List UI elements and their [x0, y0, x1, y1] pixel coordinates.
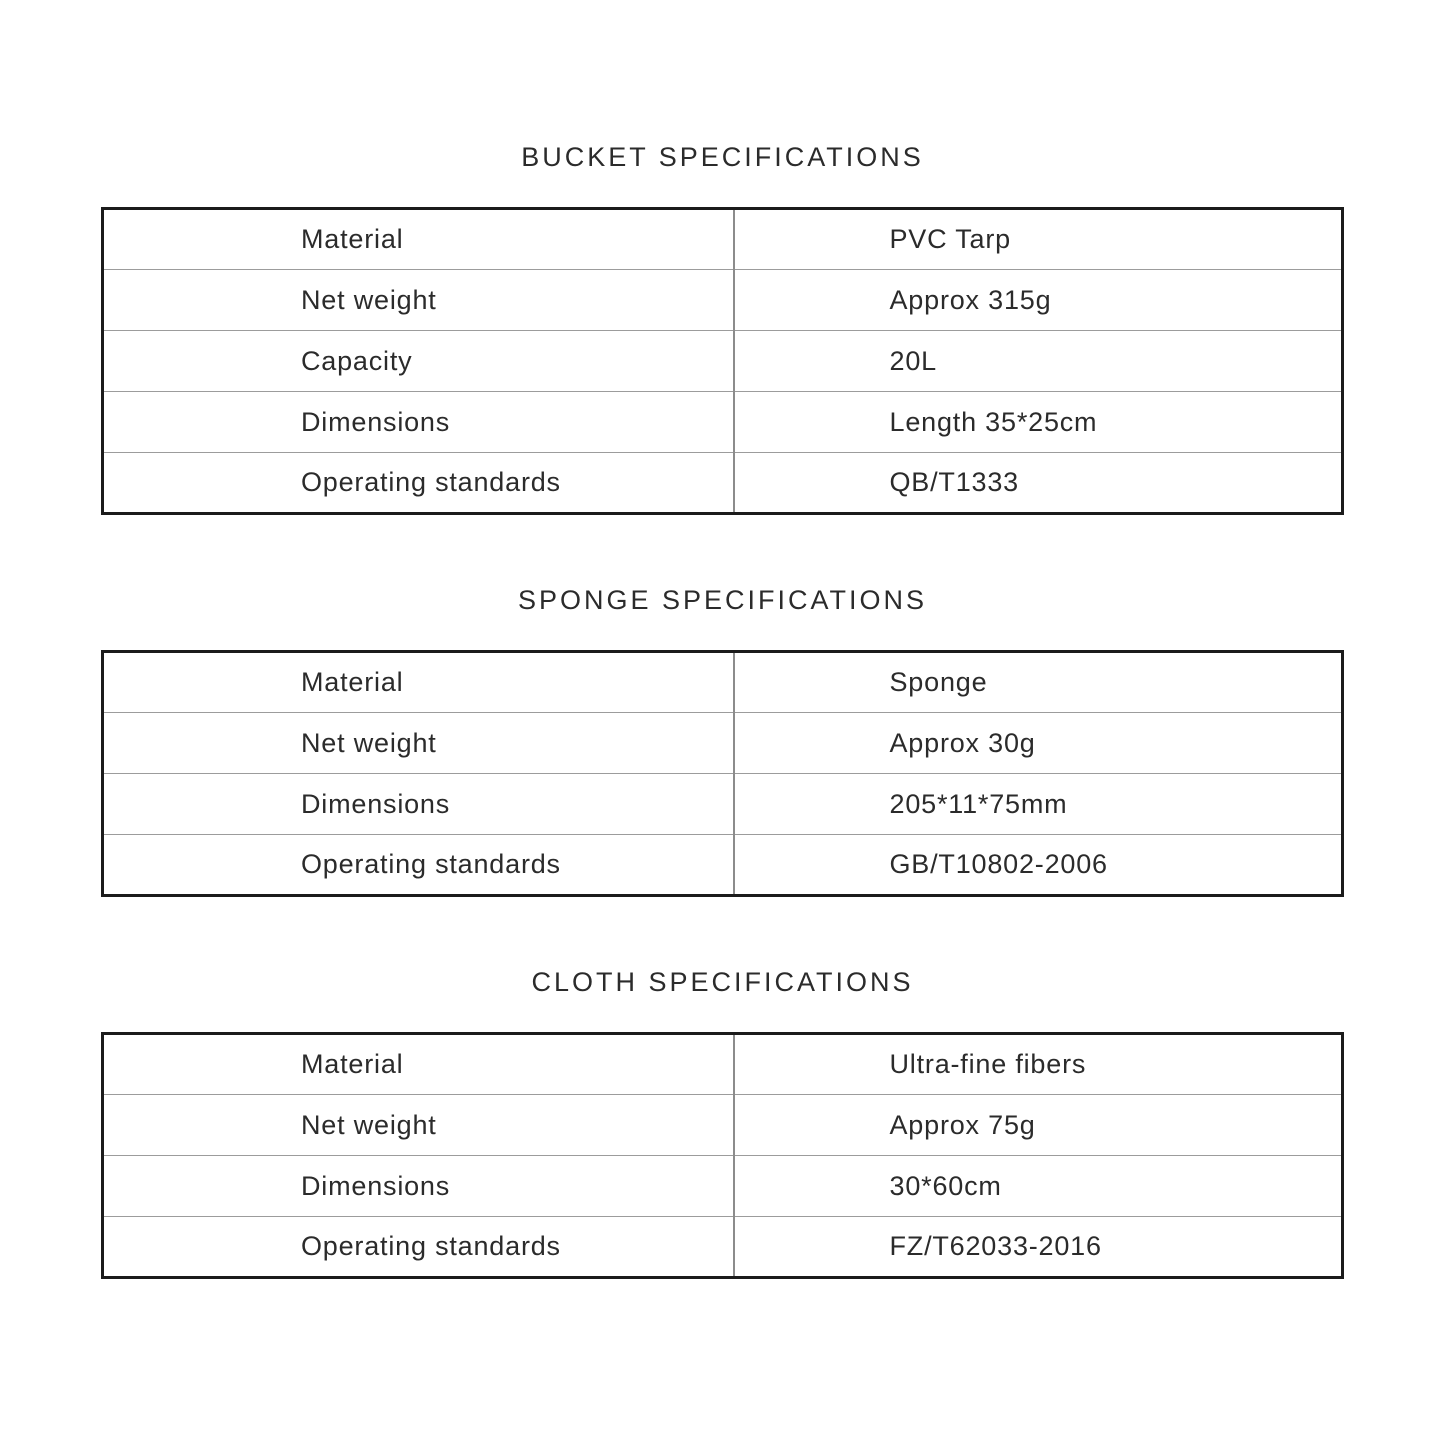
sponge-spec-section: [0, 587, 1445, 897]
spec-value: GB/T10802-2006: [734, 835, 1343, 896]
table-row: [103, 209, 1343, 270]
spec-value: QB/T1333: [734, 453, 1343, 514]
spec-label: Material: [103, 1034, 734, 1095]
spec-label: Dimensions: [103, 392, 734, 453]
table-row: [103, 652, 1343, 713]
table-row: [103, 1034, 1343, 1095]
spec-label: Dimensions: [103, 774, 734, 835]
spec-value: FZ/T62033-2016: [734, 1217, 1343, 1278]
table-row: [103, 392, 1343, 453]
table-row: [103, 331, 1343, 392]
spec-value: 20L: [734, 331, 1343, 392]
cloth-section-title: CLOTH SPECIFICATIONS: [531, 967, 914, 997]
spec-value: 205*11*75mm: [734, 774, 1343, 835]
spec-value: Approx 30g: [734, 713, 1343, 774]
spec-value: Length 35*25cm: [734, 392, 1343, 453]
spec-label: Capacity: [103, 331, 734, 392]
table-row: [103, 1095, 1343, 1156]
spec-label: Net weight: [103, 713, 734, 774]
spec-value: Sponge: [889, 667, 988, 697]
spec-label: Material: [103, 652, 734, 713]
spec-label: Operating standards: [103, 1217, 734, 1278]
table-row: [103, 453, 1343, 514]
cloth-spec-table: [101, 1032, 1344, 1279]
bucket-spec-section: [0, 144, 1445, 515]
spec-label: Operating standards: [103, 835, 734, 896]
spec-label: Operating standards: [103, 453, 734, 514]
cloth-spec-section: [0, 969, 1445, 1279]
spec-value: Ultra-fine fibers: [889, 1049, 1087, 1079]
spec-label: Material: [103, 209, 734, 270]
table-row: [103, 1156, 1343, 1217]
sponge-section-title: SPONGE SPECIFICATIONS: [517, 585, 928, 615]
spec-value: PVC Tarp: [889, 224, 1011, 254]
bucket-spec-table: [101, 207, 1344, 515]
bucket-section-title: BUCKET SPECIFICATIONS: [521, 142, 924, 172]
sponge-spec-table: [101, 650, 1344, 897]
spec-label: Net weight: [103, 270, 734, 331]
table-row: [103, 774, 1343, 835]
table-row: [103, 270, 1343, 331]
table-row: [103, 713, 1343, 774]
spec-label: Dimensions: [103, 1156, 734, 1217]
spec-value: Approx 75g: [734, 1095, 1343, 1156]
table-row: [103, 835, 1343, 896]
spec-value: Approx 315g: [734, 270, 1343, 331]
spec-value: 30*60cm: [734, 1156, 1343, 1217]
table-row: [103, 1217, 1343, 1278]
spec-label: Net weight: [103, 1095, 734, 1156]
